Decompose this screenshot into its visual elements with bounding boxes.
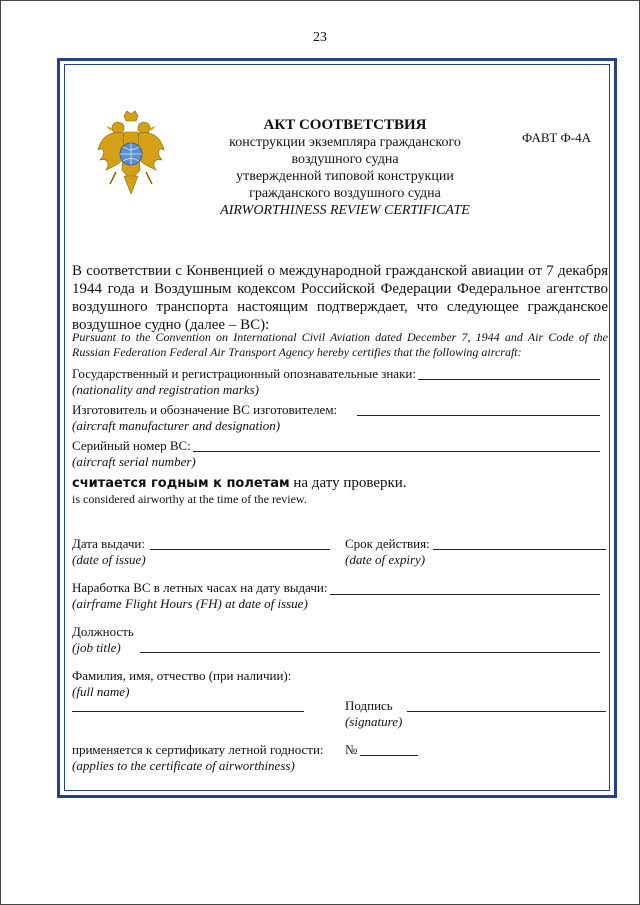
- date-of-expiry-input-line[interactable]: [433, 549, 606, 550]
- date-of-expiry-label: Срок действия:: [345, 536, 430, 551]
- manufacturer-label: Изготовитель и обозначение ВС изготовителем:: [72, 402, 338, 417]
- certificate-number-input-line[interactable]: [360, 755, 418, 756]
- airworthy-statement-en: is considered airworthy at the time of the review.: [72, 492, 307, 506]
- date-of-expiry-label-en: (date of expiry): [345, 552, 426, 567]
- certificate-title-en: AIRWORTHINESS REVIEW CERTIFICATE: [220, 203, 470, 218]
- intro-text-en: Pursuant to the Convention on International Civil Aviation dated December 7, 1944 and Air Code of the Russian Federation Federal Air Transport Agency hereby certifies that the following aircraft:: [72, 330, 608, 359]
- signature-label-en: (signature): [345, 714, 403, 729]
- registration-label: Государственный и регистрационный опознавательные знаки:: [72, 366, 416, 381]
- job-title-label: Должность: [72, 624, 134, 639]
- date-of-expiry-field: [345, 536, 430, 568]
- intro-text-ru: В соответствии с Конвенцией о международной гражданской авиации от 7 декабря 1944 года и Воздушным кодексом Российской Федерации Федеральное агентство воздушного транспорта настоящим подтверждает, что следующее гражданское воздушное судно (далее – ВС):: [72, 263, 608, 333]
- date-of-issue-label-en: (date of issue): [72, 552, 146, 567]
- signature-input-line[interactable]: [407, 711, 606, 712]
- flight-hours-label: Наработка ВС в летных часах на дату выдачи:: [72, 580, 328, 595]
- certificate-title-block: [200, 116, 490, 219]
- double-headed-eagle-emblem-icon: [96, 110, 166, 200]
- applies-to-label: применяется к сертификату летной годности:: [72, 742, 324, 757]
- job-title-label-en: (job title): [72, 640, 121, 655]
- job-title-input-line[interactable]: [140, 652, 600, 653]
- full-name-field: [72, 668, 291, 700]
- certificate-number-label: №: [345, 742, 358, 757]
- flight-hours-label-en: (airframe Flight Hours (FH) at date of issue): [72, 596, 308, 611]
- subtitle-line: воздушного судна: [291, 152, 399, 167]
- flight-hours-field: [72, 580, 327, 612]
- certificate-title: АКТ СООТВЕТСТВИЯ: [263, 117, 427, 133]
- flight-hours-input-line[interactable]: [330, 594, 600, 595]
- date-of-issue-input-line[interactable]: [150, 549, 330, 550]
- page-number: 23: [313, 30, 327, 45]
- registration-field: [72, 366, 416, 398]
- job-title-field: [72, 624, 134, 656]
- serial-label-en: (aircraft serial number): [72, 454, 196, 469]
- signature-label: Подпись: [345, 698, 393, 713]
- subtitle-line: гражданского воздушного судна: [249, 186, 441, 201]
- registration-input-line[interactable]: [418, 379, 600, 380]
- subtitle-line: утвержденной типовой конструкции: [236, 169, 454, 184]
- signature-field: [345, 698, 402, 730]
- applies-to-label-en: (applies to the certificate of airworthiness): [72, 758, 295, 773]
- serial-field: [72, 438, 196, 470]
- full-name-label-en: (full name): [72, 684, 130, 699]
- manufacturer-label-en: (aircraft manufacturer and designation): [72, 418, 281, 433]
- airworthy-bold: считается годным к полетам: [72, 476, 290, 491]
- full-name-label: Фамилия, имя, отчество (при наличии):: [72, 668, 292, 683]
- registration-label-en: (nationality and registration marks): [72, 382, 259, 397]
- serial-label: Серийный номер ВС:: [72, 438, 191, 453]
- form-code: ФАВТ Ф-4А: [522, 130, 592, 145]
- date-of-issue-label: Дата выдачи:: [72, 536, 146, 551]
- airworthy-rest: на дату проверки.: [289, 475, 407, 491]
- date-of-issue-field: [72, 536, 146, 568]
- subtitle-line: конструкции экземпляра гражданского: [229, 135, 461, 150]
- airworthy-statement: [72, 474, 407, 493]
- full-name-input-line[interactable]: [72, 711, 304, 712]
- manufacturer-field: [72, 402, 337, 434]
- applies-to-field: [72, 742, 324, 774]
- manufacturer-input-line[interactable]: [357, 415, 600, 416]
- serial-input-line[interactable]: [193, 451, 600, 452]
